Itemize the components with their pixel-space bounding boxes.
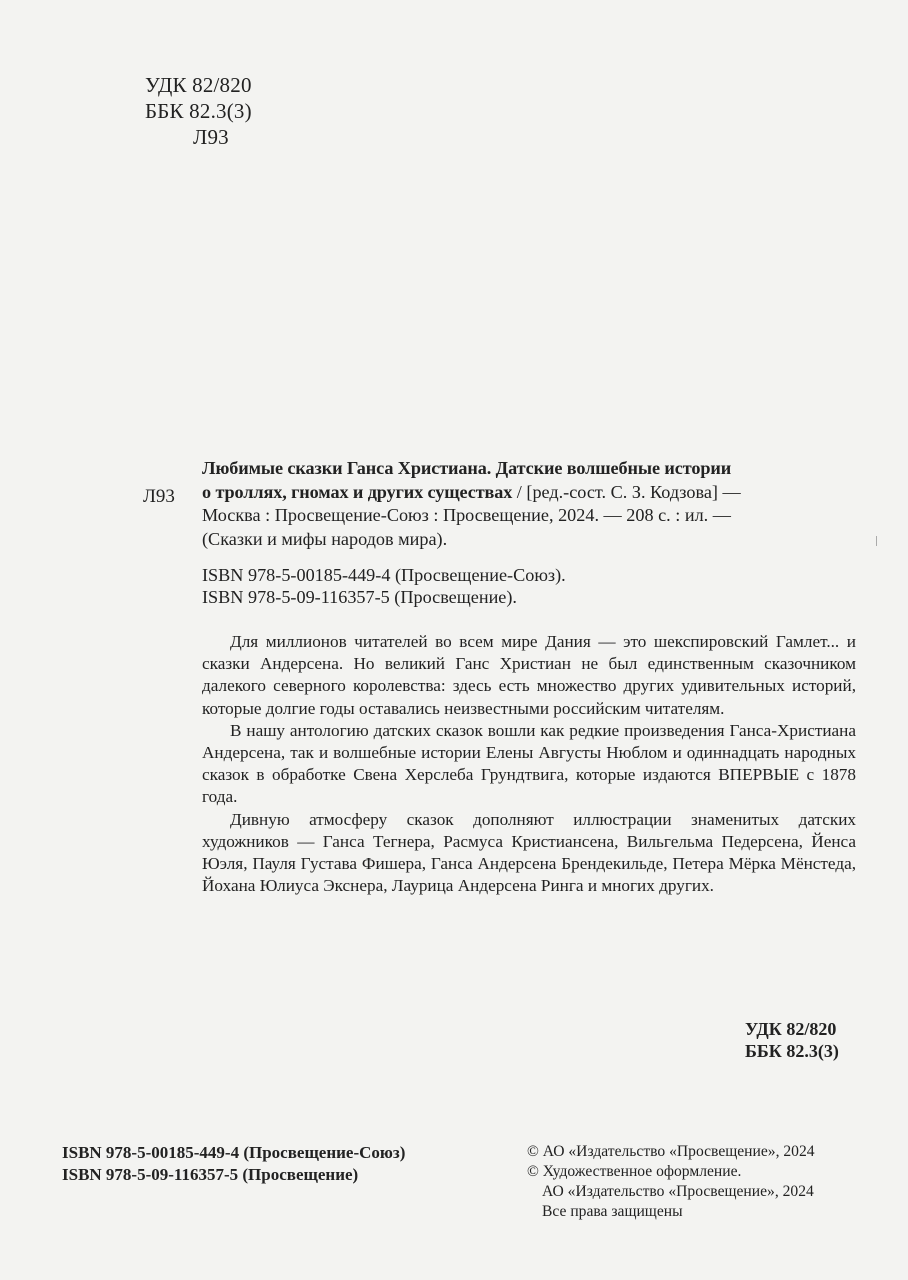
series-info: (Сказки и мифы народов мира). (202, 528, 448, 549)
udk-code: УДК 82/820 (145, 73, 252, 97)
bbk-code: ББК 82.3(3) (145, 99, 252, 123)
copyright-line: © АО «Издательство «Просвещение», 2024 (527, 1143, 815, 1160)
book-title: Любимые сказки Ганса Христиана. Датские волшебные истории (202, 458, 732, 478)
isbn-line: ISBN 978-5-09-116357-5 (Просвещение). (202, 587, 517, 607)
editor-info: / [ред.-сост. С. З. Кодзова] — (512, 481, 741, 502)
copyright-block (527, 1142, 815, 1222)
isbn-list (202, 564, 566, 608)
annotation-paragraph: В нашу антологию датских сказок вошли как редкие произведения Ганса-Христиана Андерсена, так и волшебные истории Елены Августы Нюблом и одиннадцать народных сказок в обработке Свена Херслеба Грундтвига, которые издаются ВПЕРВЫЕ с 1878 года. (202, 720, 856, 807)
copyright-line: © Художественное оформление. (527, 1163, 742, 1180)
udk-code-bold: УДК 82/820 (745, 1019, 837, 1039)
bottom-isbn-list (62, 1142, 405, 1186)
bbk-code-bold: ББК 82.3(3) (745, 1041, 839, 1061)
author-mark-margin: Л93 (143, 486, 175, 507)
bottom-classification (745, 1018, 839, 1062)
isbn-bold-line: ISBN 978-5-09-116357-5 (Просвещение) (62, 1165, 359, 1184)
classification-block (145, 72, 252, 150)
imprint-info: Москва : Просвещение-Союз : Просвещение, 2024. — 208 с. : ил. — (202, 505, 731, 525)
print-mark (876, 536, 877, 546)
annotation (202, 631, 856, 897)
isbn-bold-line: ISBN 978-5-00185-449-4 (Просвещение-Союз) (62, 1143, 406, 1162)
copyright-line: АО «Издательство «Просвещение», 2024 (542, 1183, 814, 1200)
annotation-paragraph: Для миллионов читателей во всем мире Дания — это шекспировский Гамлет... и сказки Андерсена. Но великий Ганс Христиан не был единственным сказочником далекого северного королевства: здесь есть множество других удивительных историй, которые долгие годы оставались неизвестными российским читателям. (202, 632, 856, 718)
rights-reserved: Все права защищены (542, 1203, 683, 1220)
bibliographic-record (202, 457, 858, 551)
author-mark: Л93 (193, 125, 229, 149)
annotation-paragraph: Дивную атмосферу сказок дополняют иллюстрации знаменитых датских художников — Ганса Тегнера, Расмуса Кристиансена, Вильгельма Педерсена, Йенса Юэля, Пауля Густава Фишера, Ганса Андерсена Брендекильде, Петера Мёрка Мёнстеда, Йохана Юлиуса Экснера, Лаурица Андерсена Ринга и многих других. (202, 809, 856, 896)
isbn-line: ISBN 978-5-00185-449-4 (Просвещение-Союз). (202, 565, 566, 585)
book-subtitle: о троллях, гномах и других существах (202, 481, 513, 502)
